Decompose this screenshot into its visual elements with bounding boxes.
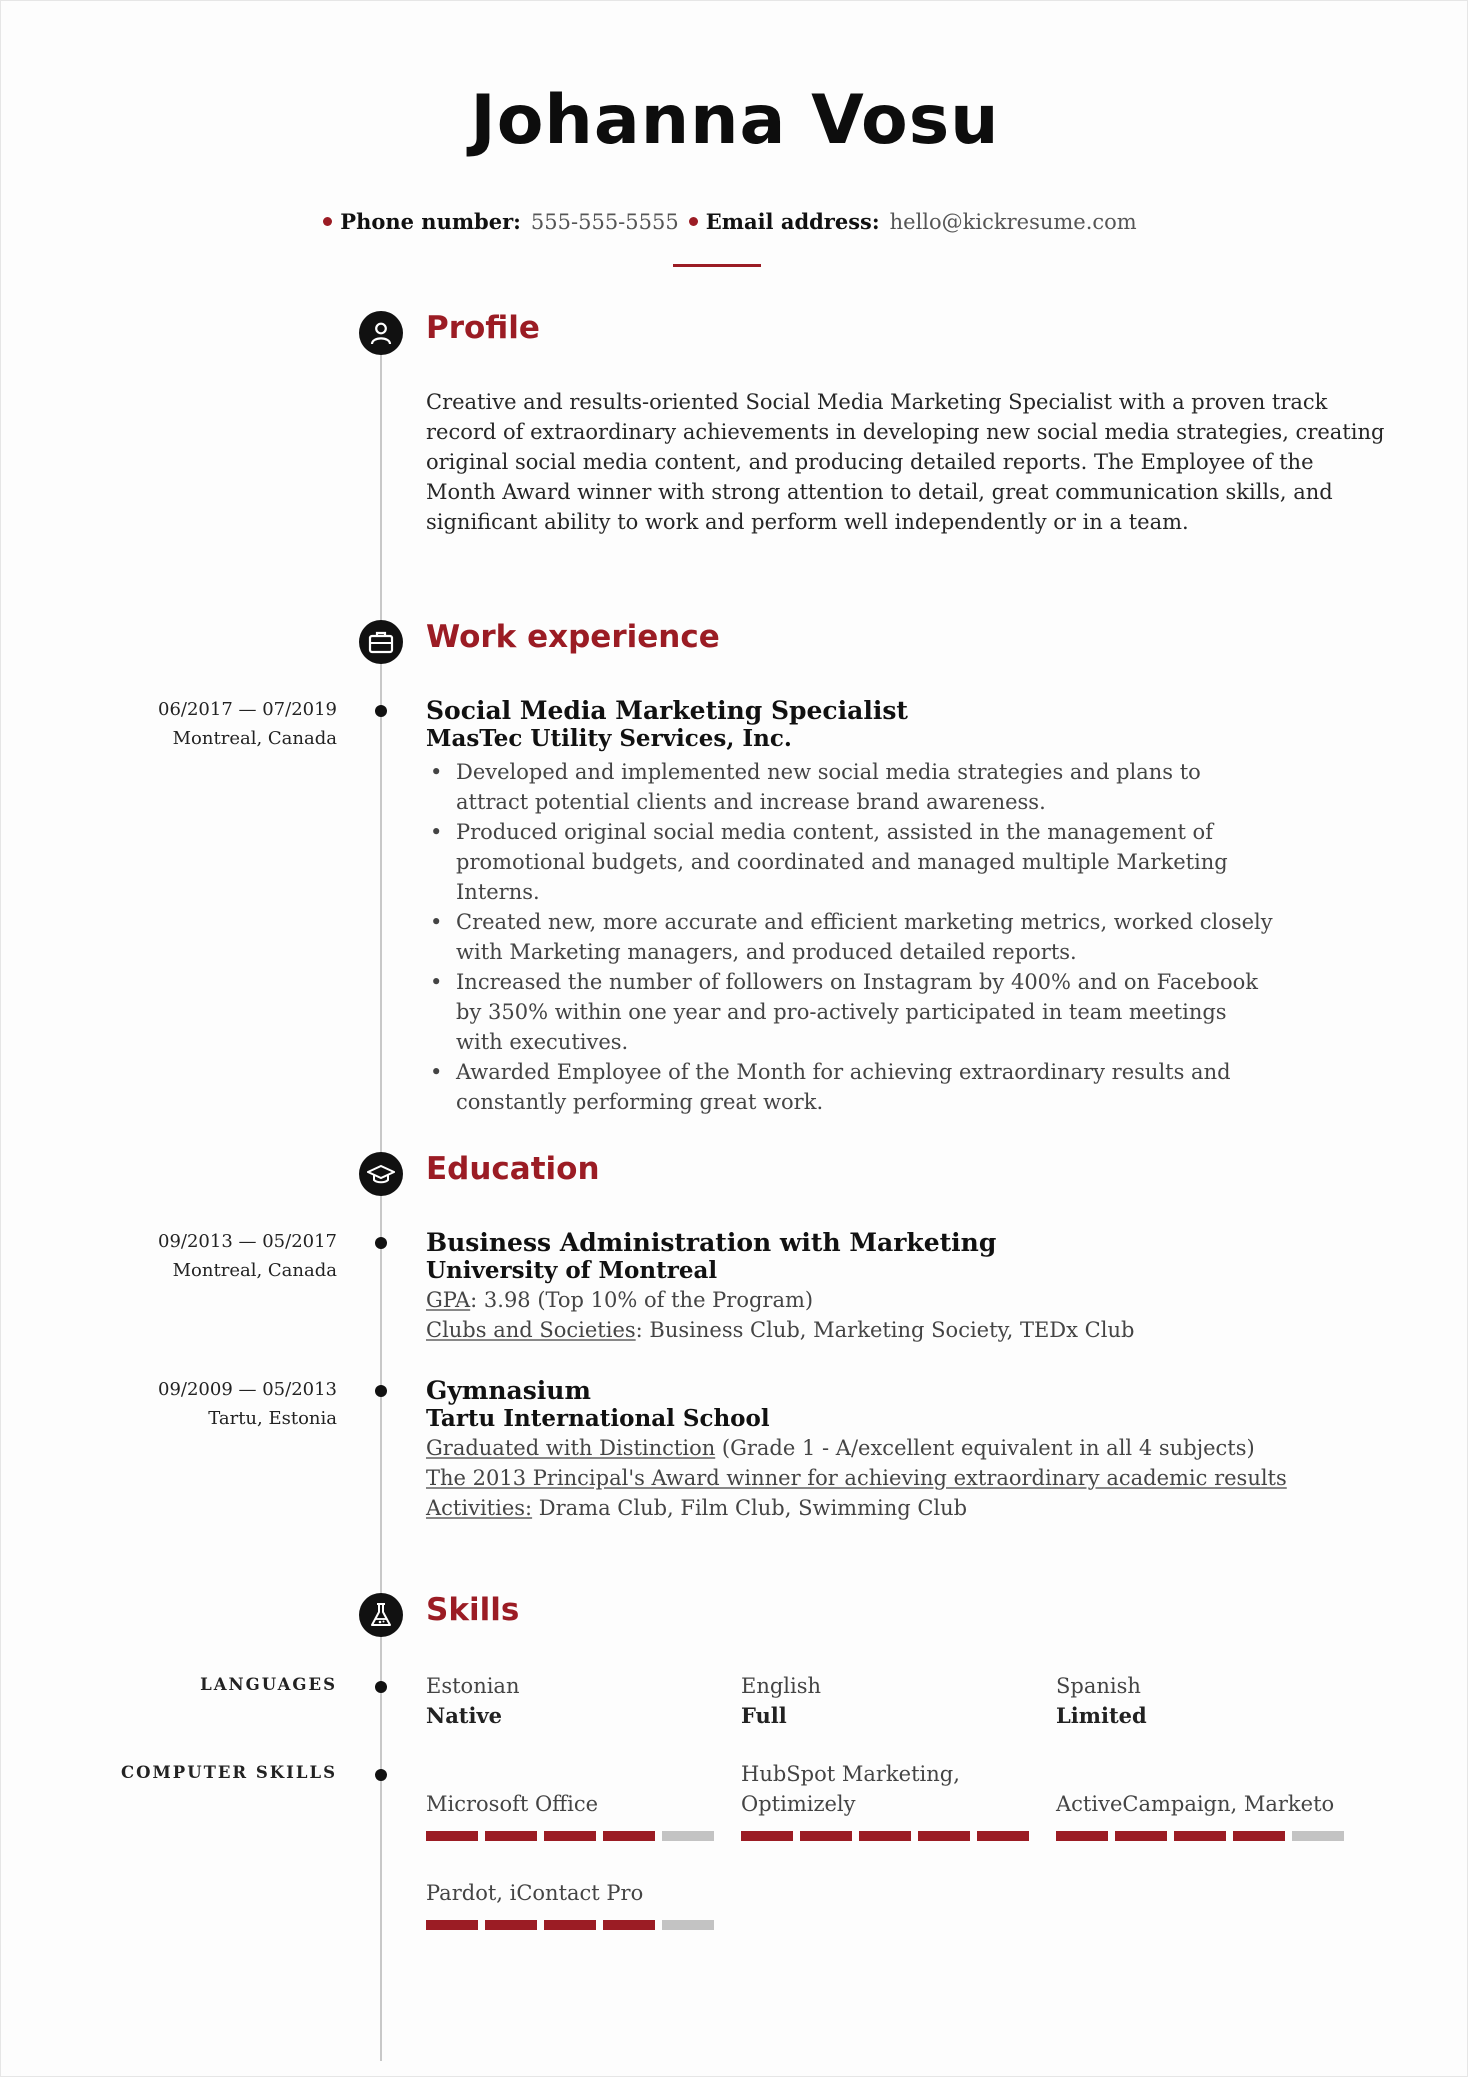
education-school: Tartu International School: [426, 1405, 770, 1432]
education-dates: 09/2009 — 05/2013: [158, 1379, 337, 1400]
job-dates: 06/2017 — 07/2019: [158, 699, 337, 720]
education-entry: [426, 1377, 1386, 1523]
header-divider: [673, 264, 761, 267]
rating-segment-empty: [662, 1920, 714, 1930]
activities-value: Drama Club, Film Club, Swimming Club: [532, 1496, 968, 1520]
timeline-dot: [375, 705, 387, 717]
timeline-dot: [375, 1681, 387, 1693]
distinction-value: (Grade 1 - A/excellent equivalent in all 4 subjects): [715, 1436, 1255, 1460]
job-position: Social Media Marketing Specialist: [426, 696, 908, 725]
contact-line: [1, 209, 1468, 234]
language-level: Full: [741, 1703, 787, 1728]
education-activities: [426, 1493, 1386, 1523]
job-bullet: • Awarded Employee of the Month for achieving extraordinary results and constantly performing great work.: [426, 1057, 1276, 1117]
clubs-value: : Business Club, Marketing Society, TEDx Club: [635, 1318, 1135, 1342]
rating-segment-filled: [918, 1831, 970, 1841]
section-title-work: Work experience: [426, 619, 720, 655]
rating-segment-filled: [1174, 1831, 1226, 1841]
phone-label: Phone number:: [340, 209, 521, 234]
rating-segment-filled: [859, 1831, 911, 1841]
education-award: [426, 1463, 1386, 1493]
distinction-label: Graduated with Distinction: [426, 1436, 716, 1460]
education-meta: [61, 1227, 337, 1285]
education-meta: [61, 1375, 337, 1433]
computer-skill-item: [426, 1878, 726, 1908]
skill-rating-bar: [426, 1831, 714, 1841]
job-bullet: • Created new, more accurate and efficient marketing metrics, worked closely with Marketing managers, and produced detailed reports.: [426, 907, 1276, 967]
computer-skill-name: ActiveCampaign, Marketo: [1056, 1792, 1335, 1816]
job-location: Montreal, Canada: [172, 728, 337, 749]
computer-skill-name: Microsoft Office: [426, 1792, 599, 1816]
profile-summary: Creative and results-oriented Social Media Marketing Specialist with a proven track record of extraordinary achievements in developing new social media strategies, creating original social media content, and producing detailed reports. The Employee of the Month Award winner with strong attention to detail, great communication skills, and significant ability to work and perform well independently or in a team.: [426, 390, 1385, 534]
rating-segment-filled: [603, 1920, 655, 1930]
rating-segment-filled: [426, 1920, 478, 1930]
language-item: [1056, 1671, 1336, 1731]
education-location: Tartu, Estonia: [208, 1408, 337, 1429]
timeline-dot: [375, 1769, 387, 1781]
computer-skill-item: [741, 1759, 1001, 1819]
computer-skill-name: HubSpot Marketing, Optimizely: [741, 1762, 960, 1816]
rating-segment-filled: [1056, 1831, 1108, 1841]
gpa-label: GPA: [426, 1288, 471, 1312]
rating-segment-filled: [603, 1831, 655, 1841]
briefcase-icon: [359, 620, 403, 664]
job-meta: [61, 695, 337, 753]
rating-segment-empty: [662, 1831, 714, 1841]
phone-value: 555-555-5555: [530, 210, 679, 234]
section-title-skills: Skills: [426, 1592, 520, 1628]
candidate-name: Johanna Vosu: [470, 81, 1000, 160]
job-bullet: • Produced original social media content, assisted in the management of promotional budgets, and coordinated and managed multiple Marketing Interns.: [426, 817, 1276, 907]
education-distinction: [426, 1433, 1386, 1463]
profile-body: [426, 387, 1386, 537]
rating-segment-filled: [426, 1831, 478, 1841]
gpa-value: : 3.98 (Top 10% of the Program): [470, 1288, 814, 1312]
user-icon: [359, 311, 403, 355]
languages-label: LANGUAGES: [200, 1675, 337, 1694]
computer-skills-label: COMPUTER SKILLS: [121, 1763, 337, 1782]
computer-skill-name: Pardot, iContact Pro: [426, 1881, 644, 1905]
language-name: English: [741, 1674, 822, 1698]
email-label: Email address:: [705, 209, 880, 234]
education-school: University of Montreal: [426, 1257, 718, 1284]
rating-segment-filled: [544, 1831, 596, 1841]
timeline-dot: [375, 1237, 387, 1249]
job-bullet: • Increased the number of followers on Instagram by 400% and on Facebook by 350% within one year and pro-actively participated in team meetings with executives.: [426, 967, 1276, 1057]
skill-rating-bar: [741, 1831, 1029, 1841]
timeline-dot: [375, 1385, 387, 1397]
education-dates: 09/2013 — 05/2017: [158, 1231, 337, 1252]
rating-segment-filled: [544, 1920, 596, 1930]
activities-label: Activities:: [426, 1496, 533, 1520]
language-level: Native: [426, 1703, 503, 1728]
flask-icon: [359, 1593, 403, 1637]
award-text: The 2013 Principal's Award winner for achieving extraordinary academic results: [426, 1466, 1287, 1490]
language-name: Spanish: [1056, 1674, 1141, 1698]
graduation-cap-icon: [359, 1152, 403, 1196]
rating-segment-filled: [485, 1920, 537, 1930]
language-level: Limited: [1056, 1703, 1147, 1728]
section-title-education: Education: [426, 1151, 600, 1187]
education-gpa: [426, 1285, 1386, 1315]
bullet-dot: [323, 217, 332, 226]
skill-rating-bar: [426, 1920, 714, 1930]
job-bullets: [426, 757, 1276, 1117]
rating-segment-filled: [1233, 1831, 1285, 1841]
job-company: MasTec Utility Services, Inc.: [426, 725, 792, 752]
skill-rating-bar: [1056, 1831, 1344, 1841]
language-item: [426, 1671, 706, 1731]
language-item: [741, 1671, 1021, 1731]
education-location: Montreal, Canada: [172, 1260, 337, 1281]
education-entry: [426, 1229, 1386, 1345]
email-value: hello@kickresume.com: [889, 210, 1137, 234]
rating-segment-filled: [977, 1831, 1029, 1841]
education-clubs: [426, 1315, 1386, 1345]
language-name: Estonian: [426, 1674, 520, 1698]
rating-segment-filled: [741, 1831, 793, 1841]
education-degree: Business Administration with Marketing: [426, 1228, 997, 1257]
rating-segment-empty: [1292, 1831, 1344, 1841]
section-title-profile: Profile: [426, 310, 540, 346]
job-bullet: • Developed and implemented new social media strategies and plans to attract potential clients and increase brand awareness.: [426, 757, 1276, 817]
rating-segment-filled: [800, 1831, 852, 1841]
job-entry: [426, 697, 1386, 1117]
computer-skill-item: [1056, 1789, 1356, 1819]
bullet-dot: [689, 217, 698, 226]
rating-segment-filled: [485, 1831, 537, 1841]
computer-skill-item: [426, 1789, 726, 1819]
rating-segment-filled: [1115, 1831, 1167, 1841]
timeline-line: [380, 331, 382, 2061]
education-degree: Gymnasium: [426, 1376, 591, 1405]
clubs-label: Clubs and Societies: [426, 1318, 636, 1342]
